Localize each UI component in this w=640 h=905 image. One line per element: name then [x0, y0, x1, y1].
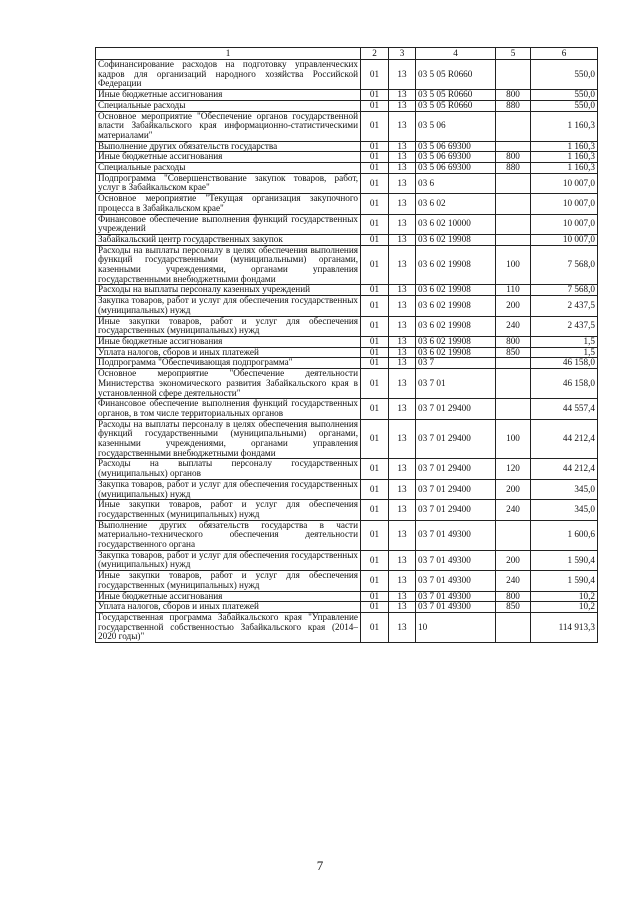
section-code: 01: [361, 612, 389, 642]
table-row: [96, 399, 598, 419]
table-row: [96, 163, 598, 174]
expense-type-code: 800: [496, 336, 531, 347]
row-name: Иные бюджетные ассигнования: [96, 90, 361, 101]
row-name: Основное мероприятие "Текущая организация закупочного процесса в Забайкальском крае": [96, 194, 361, 214]
col-header-5: 5: [496, 48, 531, 60]
table-row: [96, 316, 598, 336]
table-row: [96, 602, 598, 613]
subsection-code: 13: [389, 602, 416, 613]
expense-type-code: [496, 358, 531, 369]
expense-type-code: [496, 173, 531, 193]
amount: 1 600,6: [531, 520, 598, 550]
amount: 7 568,0: [531, 245, 598, 285]
expense-type-code: 200: [496, 550, 531, 570]
table-row: [96, 90, 598, 101]
expense-type-code: [496, 194, 531, 214]
amount: 1 160,3: [531, 111, 598, 141]
amount: 10 007,0: [531, 234, 598, 245]
subsection-code: 13: [389, 347, 416, 358]
amount: 1,5: [531, 336, 598, 347]
amount: 550,0: [531, 100, 598, 111]
section-code: 01: [361, 459, 389, 479]
row-name: Софинансирование расходов на подготовку управленческих кадров для организаций народного хозяйства Российской Федерации: [96, 60, 361, 90]
section-code: 01: [361, 500, 389, 520]
expense-type-code: 800: [496, 591, 531, 602]
table-row: [96, 612, 598, 642]
table-row: [96, 358, 598, 369]
table-row: [96, 60, 598, 90]
subsection-code: 13: [389, 141, 416, 152]
subsection-code: 13: [389, 479, 416, 499]
expense-type-code: [496, 612, 531, 642]
expense-type-code: 110: [496, 285, 531, 296]
target-article-code: 03 5 06 69300: [416, 163, 496, 174]
row-name: Выполнение других обязательств государства: [96, 141, 361, 152]
amount: 345,0: [531, 479, 598, 499]
table-row: [96, 550, 598, 570]
subsection-code: 13: [389, 520, 416, 550]
section-code: 01: [361, 245, 389, 285]
table-row: [96, 500, 598, 520]
subsection-code: 13: [389, 194, 416, 214]
expense-type-code: [496, 60, 531, 90]
expense-type-code: 800: [496, 90, 531, 101]
section-code: 01: [361, 571, 389, 591]
target-article-code: 03 7 01 29400: [416, 479, 496, 499]
section-code: 01: [361, 336, 389, 347]
subsection-code: 13: [389, 500, 416, 520]
subsection-code: 13: [389, 90, 416, 101]
subsection-code: 13: [389, 234, 416, 245]
section-code: 01: [361, 358, 389, 369]
subsection-code: 13: [389, 214, 416, 234]
row-name: Основное мероприятие "Обеспечение органов государственной власти Забайкальского края информационно-статистическими материалами": [96, 111, 361, 141]
target-article-code: 03 6 02 19908: [416, 296, 496, 316]
row-name: Иные бюджетные ассигнования: [96, 336, 361, 347]
expense-type-code: 240: [496, 316, 531, 336]
target-article-code: 03 7 01 29400: [416, 419, 496, 459]
subsection-code: 13: [389, 419, 416, 459]
subsection-code: 13: [389, 358, 416, 369]
subsection-code: 13: [389, 336, 416, 347]
table-row: [96, 245, 598, 285]
target-article-code: 03 7 01 29400: [416, 500, 496, 520]
amount: 2 437,5: [531, 296, 598, 316]
expense-type-code: 200: [496, 296, 531, 316]
table-row: [96, 296, 598, 316]
subsection-code: 13: [389, 571, 416, 591]
row-name: Финансовое обеспечение выполнения функций государственных органов, в том числе территориальных органов: [96, 399, 361, 419]
subsection-code: 13: [389, 163, 416, 174]
amount: 1 160,3: [531, 141, 598, 152]
subsection-code: 13: [389, 550, 416, 570]
row-name: Уплата налогов, сборов и иных платежей: [96, 347, 361, 358]
target-article-code: 03 6 02: [416, 194, 496, 214]
table-row: [96, 194, 598, 214]
col-header-3: 3: [389, 48, 416, 60]
expense-type-code: [496, 234, 531, 245]
amount: 1 160,3: [531, 163, 598, 174]
amount: 550,0: [531, 60, 598, 90]
expense-type-code: [496, 111, 531, 141]
expense-type-code: [496, 369, 531, 399]
expense-type-code: 240: [496, 500, 531, 520]
target-article-code: 03 7: [416, 358, 496, 369]
target-article-code: 10: [416, 612, 496, 642]
expense-type-code: 120: [496, 459, 531, 479]
amount: 1 160,3: [531, 152, 598, 163]
table-row: [96, 520, 598, 550]
amount: 44 212,4: [531, 459, 598, 479]
section-code: 01: [361, 602, 389, 613]
expense-type-code: 880: [496, 163, 531, 174]
subsection-code: 13: [389, 60, 416, 90]
col-header-2: 2: [361, 48, 389, 60]
col-header-6: 6: [531, 48, 598, 60]
table-row: [96, 234, 598, 245]
section-code: 01: [361, 316, 389, 336]
table-row: [96, 479, 598, 499]
budget-table: [95, 47, 598, 643]
row-name: Иные бюджетные ассигнования: [96, 152, 361, 163]
row-name: Основное мероприятие "Обеспечение деятельности Министерства экономического развития Забайкальского края в установленной сфере деятельности": [96, 369, 361, 399]
row-name: Закупка товаров, работ и услуг для обеспечения государственных (муниципальных) нужд: [96, 479, 361, 499]
target-article-code: 03 7 01: [416, 369, 496, 399]
section-code: 01: [361, 285, 389, 296]
target-article-code: 03 6 02 19908: [416, 316, 496, 336]
section-code: 01: [361, 479, 389, 499]
expense-type-code: 100: [496, 245, 531, 285]
amount: 1 590,4: [531, 571, 598, 591]
row-name: Закупка товаров, работ и услуг для обеспечения государственных (муниципальных) нужд: [96, 296, 361, 316]
subsection-code: 13: [389, 296, 416, 316]
subsection-code: 13: [389, 459, 416, 479]
amount: 2 437,5: [531, 316, 598, 336]
table-row: [96, 285, 598, 296]
section-code: 01: [361, 591, 389, 602]
target-article-code: 03 5 05 R0660: [416, 90, 496, 101]
target-article-code: 03 6 02 19908: [416, 347, 496, 358]
subsection-code: 13: [389, 100, 416, 111]
amount: 10 007,0: [531, 214, 598, 234]
target-article-code: 03 7 01 49300: [416, 591, 496, 602]
section-code: 01: [361, 141, 389, 152]
amount: 7 568,0: [531, 285, 598, 296]
section-code: 01: [361, 194, 389, 214]
table-row: [96, 369, 598, 399]
target-article-code: 03 6 02 10000: [416, 214, 496, 234]
target-article-code: 03 6 02 19908: [416, 234, 496, 245]
table-row: [96, 459, 598, 479]
expense-type-code: 200: [496, 479, 531, 499]
table-row: [96, 419, 598, 459]
row-name: Специальные расходы: [96, 100, 361, 111]
row-name: Специальные расходы: [96, 163, 361, 174]
subsection-code: 13: [389, 316, 416, 336]
section-code: 01: [361, 90, 389, 101]
section-code: 01: [361, 550, 389, 570]
expense-type-code: 850: [496, 602, 531, 613]
table-row: [96, 141, 598, 152]
target-article-code: 03 5 06: [416, 111, 496, 141]
row-name: Расходы на выплаты персоналу государственных (муниципальных) органов: [96, 459, 361, 479]
section-code: 01: [361, 152, 389, 163]
row-name: Подпрограмма "Совершенствование закупок товаров, работ, услуг в Забайкальском крае": [96, 173, 361, 193]
amount: 46 158,0: [531, 369, 598, 399]
target-article-code: 03 7 01 49300: [416, 550, 496, 570]
section-code: 01: [361, 399, 389, 419]
table-row: [96, 173, 598, 193]
section-code: 01: [361, 369, 389, 399]
amount: 114 913,3: [531, 612, 598, 642]
row-name: Расходы на выплаты персоналу казенных учреждений: [96, 285, 361, 296]
target-article-code: 03 5 05 R0660: [416, 100, 496, 111]
section-code: 01: [361, 60, 389, 90]
target-article-code: 03 7 01 49300: [416, 571, 496, 591]
row-name: Иные закупки товаров, работ и услуг для обеспечения государственных (муниципальных) нужд: [96, 500, 361, 520]
expense-type-code: [496, 399, 531, 419]
expense-type-code: 100: [496, 419, 531, 459]
subsection-code: 13: [389, 173, 416, 193]
row-name: Расходы на выплаты персоналу в целях обеспечения выполнения функций государственными (муниципальными) органами, казенными учреждениями, органами управления государственными внебюджетными фондами: [96, 419, 361, 459]
expense-type-code: [496, 520, 531, 550]
subsection-code: 13: [389, 399, 416, 419]
amount: 10 007,0: [531, 173, 598, 193]
table-row: [96, 111, 598, 141]
expense-type-code: [496, 141, 531, 152]
section-code: 01: [361, 347, 389, 358]
subsection-code: 13: [389, 591, 416, 602]
subsection-code: 13: [389, 612, 416, 642]
section-code: 01: [361, 100, 389, 111]
expense-type-code: 800: [496, 152, 531, 163]
expense-type-code: 880: [496, 100, 531, 111]
target-article-code: 03 5 05 R0660: [416, 60, 496, 90]
section-code: 01: [361, 111, 389, 141]
table-body: [96, 60, 598, 643]
subsection-code: 13: [389, 111, 416, 141]
section-code: 01: [361, 173, 389, 193]
section-code: 01: [361, 214, 389, 234]
table-row: [96, 214, 598, 234]
subsection-code: 13: [389, 285, 416, 296]
amount: 345,0: [531, 500, 598, 520]
row-name: Иные закупки товаров, работ и услуг для обеспечения государственных (муниципальных) нужд: [96, 316, 361, 336]
row-name: Иные бюджетные ассигнования: [96, 591, 361, 602]
subsection-code: 13: [389, 152, 416, 163]
header-row: [96, 48, 598, 60]
target-article-code: 03 5 06 69300: [416, 152, 496, 163]
table-row: [96, 152, 598, 163]
target-article-code: 03 5 06 69300: [416, 141, 496, 152]
subsection-code: 13: [389, 245, 416, 285]
section-code: 01: [361, 419, 389, 459]
target-article-code: 03 7 01 29400: [416, 459, 496, 479]
col-header-4: 4: [416, 48, 496, 60]
section-code: 01: [361, 163, 389, 174]
amount: 46 158,0: [531, 358, 598, 369]
amount: 44 212,4: [531, 419, 598, 459]
amount: 44 557,4: [531, 399, 598, 419]
table-row: [96, 571, 598, 591]
table-row: [96, 100, 598, 111]
amount: 550,0: [531, 90, 598, 101]
expense-type-code: 240: [496, 571, 531, 591]
section-code: 01: [361, 520, 389, 550]
row-name: Выполнение других обязательств государства в части материально-технического обеспечения деятельности государственного органа: [96, 520, 361, 550]
amount: 10 007,0: [531, 194, 598, 214]
target-article-code: 03 6 02 19908: [416, 245, 496, 285]
amount: 1,5: [531, 347, 598, 358]
target-article-code: 03 6 02 19908: [416, 285, 496, 296]
target-article-code: 03 6 02 19908: [416, 336, 496, 347]
page-number: 7: [316, 858, 324, 873]
col-header-1: 1: [96, 48, 361, 60]
row-name: Подпрограмма "Обеспечивающая подпрограмма": [96, 358, 361, 369]
row-name: Иные закупки товаров, работ и услуг для обеспечения государственных (муниципальных) нужд: [96, 571, 361, 591]
target-article-code: 03 7 01 49300: [416, 520, 496, 550]
row-name: Финансовое обеспечение выполнения функций государственных учреждений: [96, 214, 361, 234]
row-name: Забайкальский центр государственных закупок: [96, 234, 361, 245]
row-name: Расходы на выплаты персоналу в целях обеспечения выполнения функций государственными (муниципальными) органами, казенными учреждениями, органами управления государственными внебюджетными фондами: [96, 245, 361, 285]
amount: 10,2: [531, 591, 598, 602]
amount: 1 590,4: [531, 550, 598, 570]
section-code: 01: [361, 296, 389, 316]
row-name: Уплата налогов, сборов и иных платежей: [96, 602, 361, 613]
table-row: [96, 336, 598, 347]
expense-type-code: [496, 214, 531, 234]
row-name: Государственная программа Забайкальского края "Управление государственной собственностью Забайкальского края (2014–2020 годы)": [96, 612, 361, 642]
subsection-code: 13: [389, 369, 416, 399]
target-article-code: 03 6: [416, 173, 496, 193]
table-row: [96, 347, 598, 358]
row-name: Закупка товаров, работ и услуг для обеспечения государственных (муниципальных) нужд: [96, 550, 361, 570]
amount: 10,2: [531, 602, 598, 613]
expense-type-code: 850: [496, 347, 531, 358]
target-article-code: 03 7 01 29400: [416, 399, 496, 419]
target-article-code: 03 7 01 49300: [416, 602, 496, 613]
table-row: [96, 591, 598, 602]
section-code: 01: [361, 234, 389, 245]
